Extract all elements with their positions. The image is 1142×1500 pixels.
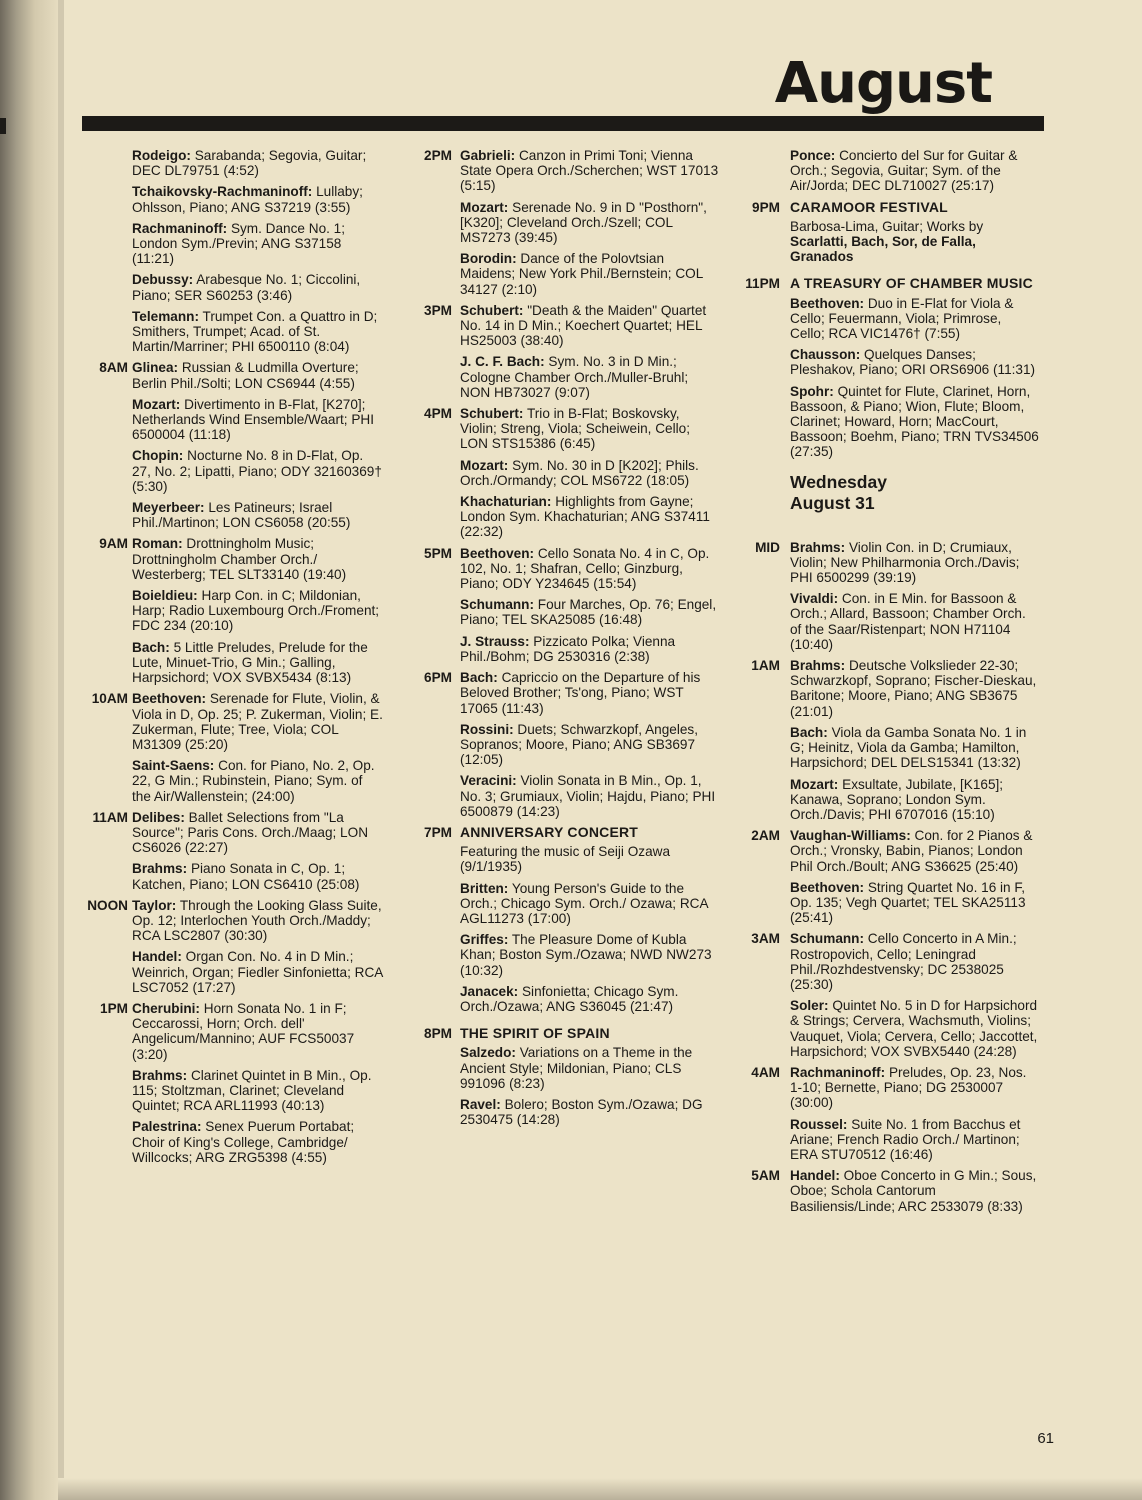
composer-name: Handel:: [790, 1168, 840, 1184]
listing-details: Sym. Dance No. 1; London Sym./Previn; ANG S37158 (11:21): [132, 220, 346, 267]
schedule-slot: [734, 540, 1039, 652]
listing-details: Four Marches, Op. 76; Engel, Piano; TEL SKA25085 (16:48): [460, 597, 717, 628]
listing-details: Duets; Schwarzkopf, Angeles, Sopranos; Moore, Piano; ANG SB3697 (12:05): [460, 721, 698, 768]
composer-name: Spohr:: [790, 383, 834, 399]
program-heading: THE SPIRIT OF SPAIN: [460, 1025, 610, 1042]
composer-name: Borodin:: [460, 251, 517, 267]
listing-details: Preludes, Op. 23, Nos. 1-10; Bernette, Piano; DG 2530007 (30:00): [790, 1064, 1027, 1111]
listing-details: Dance of the Polovtsian Maidens; New York Phil./Bernstein; COL 34127 (2:10): [460, 251, 703, 297]
listing-details: Horn Sonata No. 1 in F; Ceccarossi, Horn; Orch. dell' Angelicum/Mannino; AUF FCS50037 (3:20): [132, 1000, 355, 1062]
page-number: 61: [1037, 1430, 1054, 1447]
listing-details: Viola da Gamba Sonata No. 1 in G; Heinitz, Viola da Gamba; Hamilton, Harpsichord; DEL DELS15341 (13:32): [790, 724, 1027, 771]
schedule-slot: [410, 546, 720, 664]
listing-entry: [132, 691, 384, 752]
listing-entry: [460, 303, 720, 349]
listing-entry: [790, 828, 1039, 874]
slot-body: [460, 825, 720, 1014]
listing-entry: [460, 406, 720, 452]
slot-body: [790, 931, 1039, 1059]
composer-name: Brahms:: [132, 1067, 188, 1083]
composer-name: Rodeigo:: [132, 148, 191, 163]
listing-details: Arabesque No. 1; Ciccolini, Piano; SER S60253 (3:46): [132, 272, 361, 303]
schedule-slot: [84, 360, 384, 530]
composer-name: J. Strauss:: [460, 633, 530, 649]
listing-details: Trio in B-Flat; Boskovsky, Violin; Streng, Viola; Scheiwein, Cello; LON STS15386 (6:45): [460, 406, 690, 452]
composer-name: Brahms:: [790, 658, 846, 674]
listing-details: Russian & Ludmilla Overture; Berlin Phil./Solti; LON CS6944 (4:55): [132, 360, 359, 391]
listing-entry: [460, 932, 720, 978]
composer-name: Beethoven:: [790, 879, 865, 895]
schedule-slot: [410, 1026, 720, 1127]
listing-details: "Death & the Maiden" Quartet No. 14 in D Min.; Koechert Quartet; HEL HS25003 (38:40): [460, 302, 707, 349]
page-edge-shadow: [58, 0, 64, 1500]
listing-entry: [132, 272, 384, 302]
composer-name: Griffes:: [460, 932, 509, 948]
composer-name: Vaughan-Williams:: [790, 828, 911, 844]
time-label: 5AM: [751, 1168, 780, 1184]
composer-name: Rossini:: [460, 721, 514, 737]
time-label: 4AM: [751, 1064, 780, 1080]
composer-name: Glinea:: [132, 360, 179, 376]
composer-name: Beethoven:: [132, 691, 207, 707]
composer-name: Bach:: [132, 639, 170, 655]
listing-entry: [132, 221, 384, 267]
slot-body: [132, 810, 384, 892]
listing-details: Violin Con. in D; Crumiaux, Violin; New Philharmonia Orch./Davis; PHI 6500299 (39:19): [790, 539, 1020, 586]
listing-entry: [460, 722, 720, 768]
slot-body: [132, 898, 384, 995]
listing-details: Piano Sonata in C, Op. 1; Katchen, Piano; LON CS6410 (25:08): [132, 861, 360, 892]
listing-entry: [790, 148, 1039, 194]
listing-details: Pizzicato Polka; Vienna Phil./Bohm; DG 2530316 (2:38): [460, 633, 676, 664]
slot-body: [790, 276, 1039, 459]
listing-details: Cello Concerto in A Min.; Rostropovich, Cello; Leningrad Phil./Rozhdestvensky; DC 2538025 (25:30): [790, 931, 1017, 992]
slot-body: [460, 1026, 720, 1127]
schedule-slot: [734, 1065, 1039, 1162]
listing-entry: [132, 1068, 384, 1114]
listing-entry: [132, 309, 384, 355]
composer-name: Mozart:: [460, 457, 509, 473]
program-note: [460, 844, 720, 874]
listing-entry: [460, 1045, 720, 1091]
listing-details: Con. for 2 Pianos & Orch.; Vronsky, Babin, Pianos; London Phil Orch./Boult; ANG S36625 (25:40): [790, 828, 1033, 874]
bottom-page-edge: [58, 1478, 1142, 1500]
listing-details: Quintet for Flute, Clarinet, Horn, Bassoon, & Piano; Wion, Flute; Bloom, Clarinet; Howard, Horn; MacCourt, Bassoon; Boehm, Piano; TRN TVS34506 (27:35): [790, 383, 1039, 460]
composer-name: Mozart:: [790, 776, 839, 792]
listing-details: Sinfonietta; Chicago Sym. Orch./Ozawa; ANG S36045 (21:47): [460, 983, 679, 1014]
schedule-slot: [84, 691, 384, 803]
composer-name: Roman:: [132, 536, 183, 552]
slot-body: [132, 1001, 384, 1165]
listing-entry: [790, 591, 1039, 652]
schedule-slot: [84, 148, 384, 354]
composer-name: Schubert:: [460, 302, 524, 318]
listing-details: String Quartet No. 16 in F, Op. 135; Vegh Quartet; TEL SKA25113 (25:41): [790, 879, 1026, 926]
slot-body: [132, 536, 384, 685]
composer-name: Bach:: [790, 724, 828, 740]
composer-name: Soler:: [790, 998, 829, 1014]
listing-details: Cello Sonata No. 4 in C, Op. 102, No. 1; Shafran, Cello; Ginzburg, Piano; ODY Y234645 (15:54): [460, 545, 710, 592]
composer-name: Debussy:: [132, 272, 194, 288]
listing-entry: [132, 861, 384, 891]
program-note-text: Barbosa-Lima, Guitar; Works by: [790, 218, 984, 234]
listing-entry: [460, 773, 720, 819]
slot-body: [790, 1065, 1039, 1162]
time-label: 5PM: [424, 545, 452, 561]
program-note: [790, 219, 1039, 265]
slot-body: [790, 540, 1039, 652]
listing-details: Exsultate, Jubilate, [K165]; Kanawa, Soprano; London Sym. Orch./Davis; PHI 6707016 (15:10): [790, 776, 1004, 822]
composer-name: Mozart:: [132, 396, 181, 412]
listing-details: Serenade for Flute, Violin, & Viola in D, Op. 25; P. Zukerman, Violin; E. Zukerman, Flute; Tree, Viola; COL M31309 (25:20): [132, 691, 383, 752]
composer-name: Beethoven:: [460, 545, 535, 561]
composer-name: Boieldieu:: [132, 588, 198, 604]
listing-entry: [132, 640, 384, 686]
composer-name: Delibes:: [132, 809, 185, 825]
time-label: 2PM: [424, 148, 452, 163]
listing-details: Capriccio on the Departure of his Beloved Brother; Ts'ong, Piano; WST 17065 (11:43): [460, 670, 701, 716]
time-label: 1PM: [100, 1000, 128, 1016]
time-label: 1AM: [751, 658, 780, 674]
slot-body: [790, 200, 1039, 265]
composer-name: Roussel:: [790, 1116, 848, 1132]
composer-name: Beethoven:: [790, 295, 865, 311]
time-label: NOON: [87, 897, 128, 913]
composer-name: Bach:: [460, 670, 498, 686]
listing-details: Trumpet Con. a Quattro in D; Smithers, Trumpet; Acad. of St. Martin/Marriner; PHI 6500110 (8:04): [132, 308, 378, 355]
time-label: MID: [755, 539, 780, 555]
listing-entry: [132, 758, 384, 804]
listing-entry: [790, 1065, 1039, 1111]
listing-details: Violin Sonata in B Min., Op. 1, No. 3; Grumiaux, Violin; Hajdu, Piano; PHI 6500879 (14:23): [460, 773, 716, 819]
listing-details: Harp Con. in C; Mildonian, Harp; Radio Luxembourg Orch./Froment; FDC 234 (20:10): [132, 588, 380, 634]
listing-entry: [132, 148, 384, 178]
schedule-slot: [84, 1001, 384, 1165]
listing-entry: [460, 251, 720, 297]
schedule-slot: [410, 148, 720, 297]
spine-mark: [0, 118, 6, 134]
composer-name: Brahms:: [132, 861, 188, 877]
listing-entry: [790, 880, 1039, 926]
listing-entry: [132, 500, 384, 530]
listing-entry: [460, 546, 720, 592]
slot-body: [132, 691, 384, 803]
schedule-slot: [410, 406, 720, 540]
schedule-column-2: [410, 148, 720, 1139]
slot-body: [790, 828, 1039, 925]
time-label: 9AM: [99, 536, 128, 552]
time-label: 6PM: [424, 670, 452, 686]
listing-details: Clarinet Quintet in B Min., Op. 115; Stoltzman, Clarinet; Cleveland Quintet; RCA ARL11993 (40:13): [132, 1067, 372, 1114]
listing-entry: [790, 777, 1039, 823]
listing-entry: [790, 540, 1039, 586]
listing-entry: [790, 931, 1039, 992]
listing-entry: [790, 384, 1039, 460]
listing-details: Sym. No. 3 in D Min.; Cologne Chamber Orch./Muller-Bruhl; NON HB73027 (9:07): [460, 354, 689, 400]
composer-name: Cherubini:: [132, 1000, 200, 1016]
listing-entry: [460, 1097, 720, 1127]
composer-name: Khachaturian:: [460, 494, 552, 510]
schedule-slot: [84, 898, 384, 995]
time-label: 8PM: [424, 1026, 452, 1042]
composer-name: Gabrieli:: [460, 148, 516, 163]
listing-details: Sym. No. 30 in D [K202]; Phils. Orch./Ormandy; COL MS6722 (18:05): [460, 457, 699, 488]
schedule-slot: [410, 303, 720, 400]
listing-entry: [132, 184, 384, 214]
listing-details: Ballet Selections from "La Source"; Paris Cons. Orch./Maag; LON CS6026 (22:27): [132, 809, 369, 856]
composer-name: Handel:: [132, 949, 182, 965]
listing-entry: [790, 658, 1039, 719]
listing-entry: [790, 1117, 1039, 1163]
time-label: 7PM: [424, 824, 452, 840]
schedule-column-1: [84, 148, 384, 1171]
listing-details: 5 Little Preludes, Prelude for the Lute, Minuet-Trio, G Min.; Galling, Harpsichord; VOX SVBX5434 (8:13): [132, 639, 368, 686]
listing-details: Young Person's Guide to the Orch.; Chicago Sym. Orch./ Ozawa; RCA AGL11273 (17:00): [460, 880, 708, 926]
program-heading: CARAMOOR FESTIVAL: [790, 198, 948, 215]
time-label: 9PM: [752, 199, 780, 215]
listing-details: Highlights from Gayne; London Sym. Khachaturian; ANG S37411 (22:32): [460, 494, 710, 540]
header-rule: [82, 116, 1044, 131]
time-label: 11AM: [92, 809, 128, 825]
composer-name: Schubert:: [460, 406, 524, 422]
listing-details: Quintet No. 5 in D for Harpsichord & Strings; Cervera, Wachsmuth, Violins; Vauquet, Viola; Cervera, Cello; Jaccottet, Harpsichord; VOX SVBX5440 (24:28): [790, 998, 1038, 1059]
composer-name: Britten:: [460, 880, 509, 896]
month-title: August: [774, 51, 992, 116]
listing-details: Quelques Danses; Pleshakov, Piano; ORI ORS6906 (11:31): [790, 347, 1036, 378]
listing-entry: [132, 360, 384, 390]
listing-entry: [460, 494, 720, 540]
listing-entry: [460, 984, 720, 1014]
listing-entry: [790, 347, 1039, 377]
binding-spine: [0, 0, 58, 1500]
listing-details: Senex Puerum Portabat; Choir of King's College, Cambridge/ Willcocks; ARG ZRG5398 (4:55): [132, 1119, 355, 1165]
listing-entry: [132, 898, 384, 944]
listing-details: Canzon in Primi Toni; Vienna State Opera Orch./Scherchen; WST 17013 (5:15): [460, 148, 719, 194]
composer-name: Vivaldi:: [790, 591, 839, 607]
composer-name: Schumann:: [460, 597, 535, 613]
program-heading: ANNIVERSARY CONCERT: [460, 823, 639, 840]
composer-name: Salzedo:: [460, 1045, 516, 1061]
program-note-text: Featuring the music of Seiji Ozawa (9/1/1935): [460, 844, 671, 875]
listing-details: Duo in E-Flat for Viola & Cello; Feuermann, Viola; Primrose, Cello; RCA VIC1476† (7:55): [790, 295, 1014, 342]
time-label: 4PM: [424, 406, 452, 422]
listing-entry: [460, 458, 720, 488]
program-heading: A TREASURY OF CHAMBER MUSIC: [790, 275, 1033, 292]
slot-body: [790, 1168, 1039, 1214]
listing-details: Variations on a Theme in the Ancient Style; Mildonian, Piano; CLS 991096 (8:23): [460, 1045, 693, 1091]
composer-name: Saint-Saens:: [132, 758, 215, 774]
listing-entry: [132, 1001, 384, 1062]
listing-entry: [132, 588, 384, 634]
day-heading-line: August 31: [790, 492, 875, 513]
composer-name: Veracini:: [460, 773, 517, 789]
listing-details: The Pleasure Dome of Kubla Khan; Boston Sym./Ozawa; NWD NW273 (10:32): [460, 932, 712, 978]
slot-body: [132, 360, 384, 530]
schedule-column-3: [734, 148, 1039, 1220]
schedule-slot: [734, 200, 1039, 265]
composer-name: J. C. F. Bach:: [460, 354, 545, 370]
schedule-slot: [84, 810, 384, 892]
listing-entry: [790, 1168, 1039, 1214]
day-heading: [734, 472, 1039, 514]
time-label: 3AM: [751, 931, 780, 947]
composer-name: Taylor:: [132, 897, 177, 913]
listing-details: Con. for Piano, No. 2, Op. 22, G Min.; Rubinstein, Piano; Sym. of the Air/Wallenstein; (24:00): [132, 758, 375, 804]
composer-name: Chausson:: [790, 347, 861, 363]
composer-name: Chopin:: [132, 448, 184, 464]
schedule-slot: [734, 658, 1039, 822]
composer-name: Ravel:: [460, 1096, 501, 1112]
listing-details: Con. in E Min. for Bassoon & Orch.; Allard, Bassoon; Chamber Orch. of the Saar/Ristenpart; NON H71104 (10:40): [790, 591, 1026, 652]
listing-details: Nocturne No. 8 in D-Flat, Op. 27, No. 2; Lipatti, Piano; ODY 32160369† (5:30): [132, 448, 382, 494]
schedule-slot: [734, 1168, 1039, 1214]
listing-entry: [790, 296, 1039, 342]
slot-body: [460, 148, 720, 297]
schedule-slot: [734, 931, 1039, 1059]
listing-details: Drottningholm Music; Drottningholm Chamber Orch./ Westerberg; TEL SLT33140 (19:40): [132, 536, 347, 582]
listing-details: Lullaby; Ohlsson, Piano; ANG S37219 (3:55): [132, 184, 363, 215]
listing-entry: [132, 810, 384, 856]
listing-details: Oboe Concerto in G Min.; Sous, Oboe; Schola Cantorum Basiliensis/Linde; ARC 2533079 (8:33): [790, 1168, 1037, 1214]
listing-entry: [132, 536, 384, 582]
composer-name: Brahms:: [790, 539, 846, 555]
listing-entry: [460, 148, 720, 194]
composer-name: Mozart:: [460, 199, 509, 215]
listing-entry: [132, 397, 384, 443]
schedule-slot: [84, 536, 384, 685]
schedule-slot: [410, 670, 720, 819]
slot-body: [460, 406, 720, 540]
composer-name: Meyerbeer:: [132, 500, 205, 516]
listing-details: Sarabanda; Segovia, Guitar; DEC DL79751 (4:52): [132, 148, 367, 179]
listing-details: Concierto del Sur for Guitar & Orch.; Segovia, Guitar; Sym. of the Air/Jorda; DEC DL710027 (25:17): [790, 148, 1018, 194]
slot-body: [790, 658, 1039, 822]
composer-name: Ponce:: [790, 148, 836, 163]
listing-entry: [460, 354, 720, 400]
schedule-slot: [734, 828, 1039, 925]
listing-details: Bolero; Boston Sym./Ozawa; DG 2530475 (14:28): [460, 1096, 703, 1128]
schedule-slot: [734, 276, 1039, 459]
composer-name: Schumann:: [790, 931, 865, 947]
composer-name: Rachmaninoff:: [790, 1064, 886, 1080]
listing-entry: [460, 670, 720, 716]
program-note-works: Scarlatti, Bach, Sor, de Falla, Granados: [790, 234, 976, 265]
listing-details: Les Patineurs; Israel Phil./Martinon; LON CS6058 (20:55): [132, 500, 351, 531]
listing-details: Organ Con. No. 4 in D Min.; Weinrich, Organ; Fiedler Sinfonietta; RCA LSC7052 (17:27): [132, 949, 383, 995]
time-label: 10AM: [91, 691, 128, 707]
listing-details: Divertimento in B-Flat, [K270]; Netherlands Wind Ensemble/Waart; PHI 6500004 (11:18): [132, 396, 375, 443]
listing-entry: [460, 597, 720, 627]
slot-body: [132, 148, 384, 354]
listing-entry: [132, 1119, 384, 1165]
time-label: 8AM: [99, 360, 128, 376]
listing-entry: [790, 725, 1039, 771]
listing-entry: [460, 881, 720, 927]
composer-name: Palestrina:: [132, 1119, 202, 1135]
slot-body: [790, 148, 1039, 194]
listing-entry: [460, 200, 720, 246]
time-label: 11PM: [745, 276, 780, 292]
time-label: 2AM: [751, 828, 780, 844]
schedule-slot: [410, 825, 720, 1014]
slot-body: [460, 670, 720, 819]
day-heading-line: Wednesday: [790, 471, 887, 492]
listing-details: Suite No. 1 from Bacchus et Ariane; French Radio Orch./ Martinon; ERA STU70512 (16:46): [790, 1116, 1021, 1162]
listing-entry: [460, 634, 720, 664]
listing-entry: [790, 998, 1039, 1059]
slot-body: [460, 303, 720, 400]
listing-details: Deutsche Volkslieder 22-30; Schwarzkopf, Soprano; Fischer-Dieskau, Baritone; Moore, Piano; ANG SB3675 (21:01): [790, 658, 1037, 719]
composer-name: Tchaikovsky-Rachmaninoff:: [132, 184, 313, 200]
composer-name: Janacek:: [460, 983, 519, 999]
schedule-slot: [734, 148, 1039, 194]
composer-name: Rachmaninoff:: [132, 220, 228, 236]
composer-name: Telemann:: [132, 308, 199, 324]
listing-details: Serenade No. 9 in D "Posthorn", [K320]; Cleveland Orch./Szell; COL MS7273 (39:45): [460, 199, 707, 246]
time-label: 3PM: [424, 302, 452, 318]
listing-details: Through the Looking Glass Suite, Op. 12; Interlochen Youth Orch./Maddy; RCA LSC2807 (30:30): [132, 897, 382, 944]
slot-body: [460, 546, 720, 664]
listing-entry: [132, 448, 384, 494]
listing-entry: [132, 949, 384, 995]
